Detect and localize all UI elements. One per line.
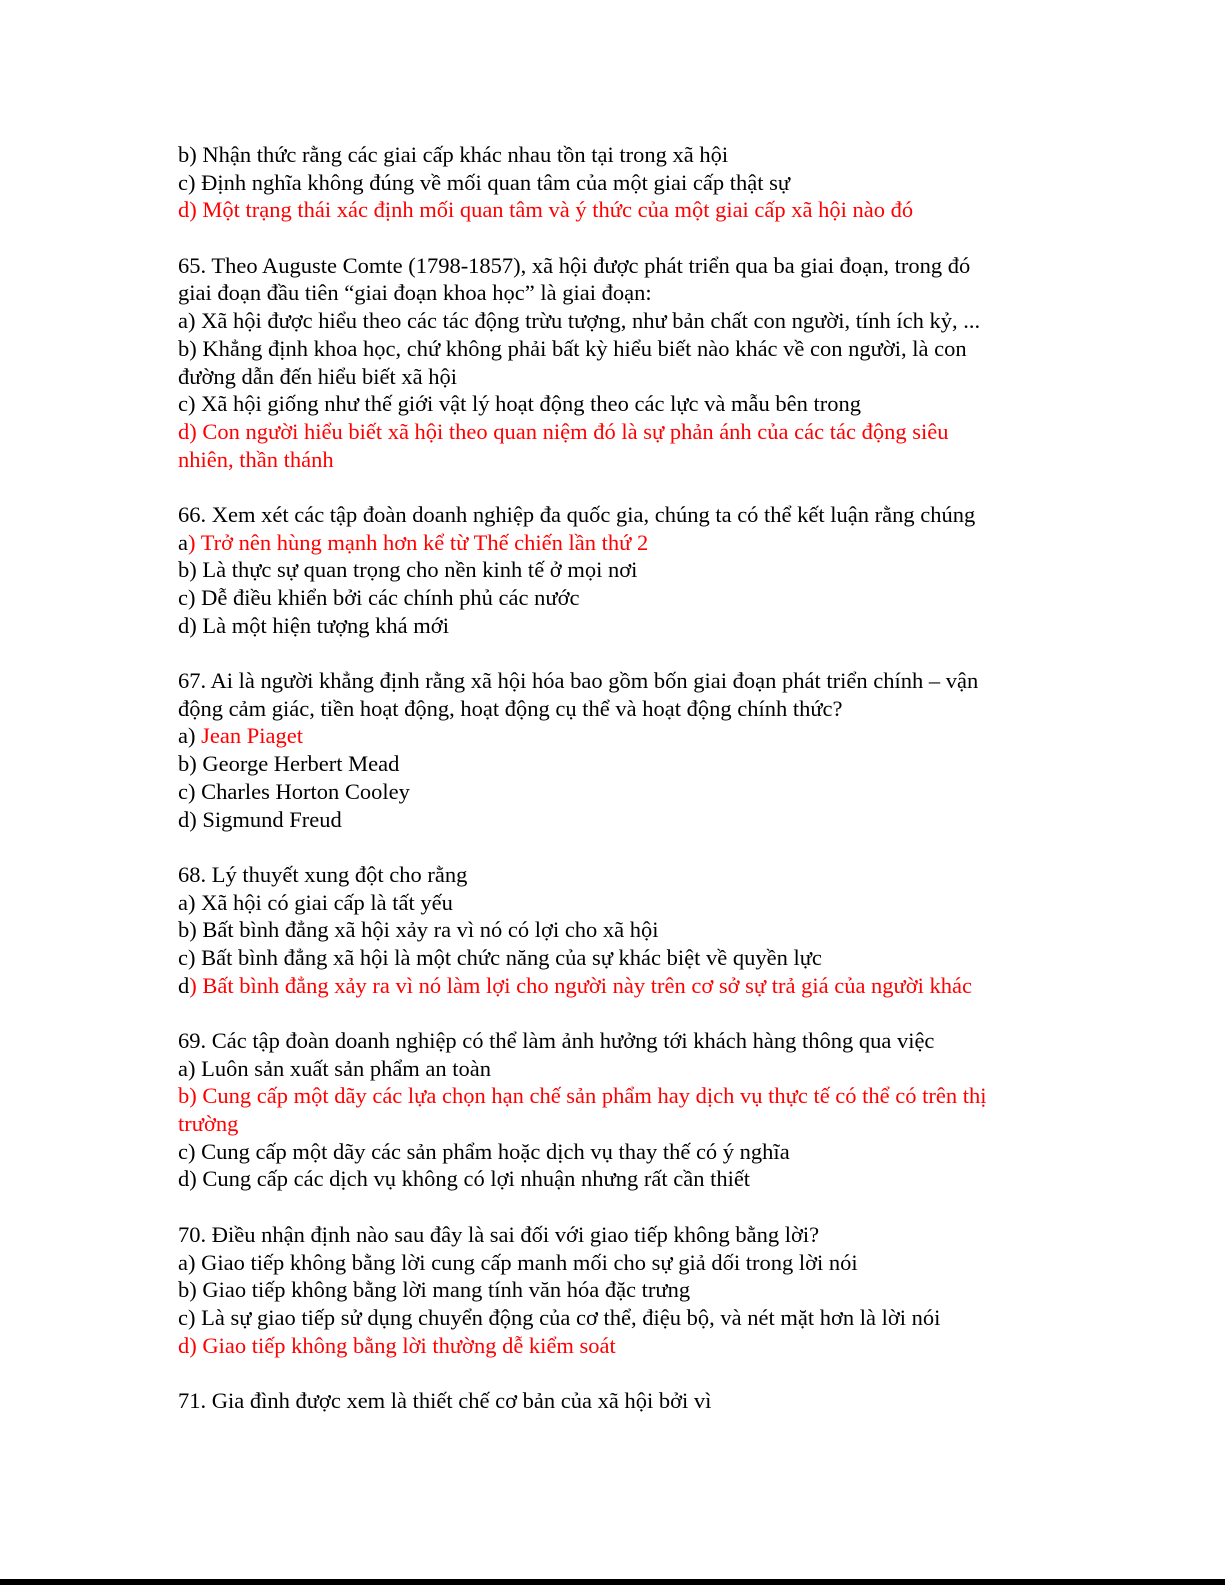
document-page (178, 141, 1058, 1415)
q69-option-c: c) Cung cấp một dãy các sản phẩm hoặc dịch vụ thay thế có ý nghĩa (178, 1138, 790, 1164)
q66-question: 66. Xem xét các tập đoàn doanh nghiệp đa quốc gia, chúng ta có thể kết luận rằng chúng (178, 501, 976, 527)
question-66 (178, 501, 1058, 639)
q67-option-a-prefix: a) (178, 723, 202, 749)
q67-option-a (178, 722, 1058, 750)
question-68 (178, 861, 1058, 999)
q69-option-a: a) Luôn sản xuất sản phẩm an toàn (178, 1055, 492, 1081)
q66-option-a (178, 529, 1058, 557)
q65-option-d-answer-line-1: d) Con người hiểu biết xã hội theo quan niệm đó là sự phản ánh của các tác động siêu (178, 418, 949, 444)
q66-option-a-answer: ) Trở nên hùng mạnh hơn kể từ Thế chiến lần thứ 2 (188, 529, 649, 555)
q68-question: 68. Lý thuyết xung đột cho rằng (178, 861, 468, 887)
q67-option-b: b) George Herbert Mead (178, 751, 400, 777)
q64-option-c: c) Định nghĩa không đúng về mối quan tâm của một giai cấp thật sự (178, 169, 791, 195)
q66-option-a-prefix: a (178, 529, 188, 555)
q70-option-c: c) Là sự giao tiếp sử dụng chuyển động của cơ thể, điệu bộ, và nét mặt hơn là lời nói (178, 1304, 941, 1330)
q65-option-b-line-1: b) Khẳng định khoa học, chứ không phải bất kỳ hiểu biết nào khác về con người, là con (178, 335, 967, 361)
question-65 (178, 252, 1058, 474)
question-71 (178, 1387, 1058, 1415)
q66-option-c: c) Dễ điều khiển bởi các chính phủ các nước (178, 585, 580, 610)
q69-option-d: d) Cung cấp các dịch vụ không có lợi nhuận nhưng rất cần thiết (178, 1166, 751, 1192)
page-bottom-border (0, 1579, 1225, 1585)
q65-option-c: c) Xã hội giống như thế giới vật lý hoạt động theo các lực và mẫu bên trong (178, 391, 861, 417)
q68-option-d-answer: ) Bất bình đẳng xảy ra vì nó làm lợi cho người này trên cơ sở sự trả giá của người khác (189, 972, 973, 998)
q68-option-d (178, 972, 1058, 1000)
question-70 (178, 1221, 1058, 1359)
q69-option-b-answer-line-1: b) Cung cấp một dãy các lựa chọn hạn chế sản phẩm hay dịch vụ thực tế có thể có trên thị (178, 1083, 987, 1109)
q70-option-a: a) Giao tiếp không bằng lời cung cấp manh mối cho sự giả dối trong lời nói (178, 1249, 858, 1275)
q68-option-d-prefix: d (178, 972, 190, 998)
q67-option-a-answer: Jean Piaget (201, 723, 303, 749)
q70-question: 70. Điều nhận định nào sau đây là sai đối với giao tiếp không bằng lời? (178, 1221, 820, 1247)
q65-question-line-1: 65. Theo Auguste Comte (1798-1857), xã hội được phát triển qua ba giai đoạn, trong đó (178, 252, 971, 278)
q65-question-line-2: giai đoạn đầu tiên “giai đoạn khoa học” là giai đoạn: (178, 280, 652, 306)
question-69 (178, 1027, 1058, 1193)
q70-option-b: b) Giao tiếp không bằng lời mang tính văn hóa đặc trưng (178, 1277, 691, 1303)
question-67 (178, 667, 1058, 833)
question-64 (178, 141, 1058, 224)
q67-question-line-1: 67. Ai là người khẳng định rằng xã hội hóa bao gồm bốn giai đoạn phát triển chính – vận (178, 668, 979, 694)
q69-question: 69. Các tập đoàn doanh nghiệp có thể làm ảnh hưởng tới khách hàng thông qua việc (178, 1028, 935, 1053)
q68-option-a: a) Xã hội có giai cấp là tất yếu (178, 889, 453, 915)
q67-question-line-2: động cảm giác, tiền hoạt động, hoạt động cụ thể và hoạt động chính thức? (178, 695, 843, 721)
q68-option-c: c) Bất bình đẳng xã hội là một chức năng của sự khác biệt về quyền lực (178, 944, 822, 970)
q65-option-b-line-2: đường dẫn đến hiểu biết xã hội (178, 363, 458, 389)
q70-option-d-answer: d) Giao tiếp không bằng lời thường dễ kiểm soát (178, 1332, 616, 1358)
q67-option-d: d) Sigmund Freud (178, 806, 342, 832)
q71-question: 71. Gia đình được xem là thiết chế cơ bản của xã hội bởi vì (178, 1387, 712, 1413)
q64-option-d-answer: d) Một trạng thái xác định mối quan tâm và ý thức của một giai cấp xã hội nào đó (178, 197, 914, 223)
q65-option-a: a) Xã hội được hiểu theo các tác động trừu tượng, như bản chất con người, tính ích kỷ, ... (178, 308, 981, 334)
q64-option-b: b) Nhận thức rằng các giai cấp khác nhau tồn tại trong xã hội (178, 142, 729, 167)
q68-option-b: b) Bất bình đẳng xã hội xảy ra vì nó có lợi cho xã hội (178, 917, 659, 943)
q66-option-d: d) Là một hiện tượng khá mới (178, 612, 449, 638)
q69-option-b-answer-line-2: trường (178, 1111, 239, 1137)
q66-option-b: b) Là thực sự quan trọng cho nền kinh tế ở mọi nơi (178, 557, 638, 583)
q67-option-c: c) Charles Horton Cooley (178, 778, 410, 804)
q65-option-d-answer-line-2: nhiên, thần thánh (178, 446, 334, 472)
